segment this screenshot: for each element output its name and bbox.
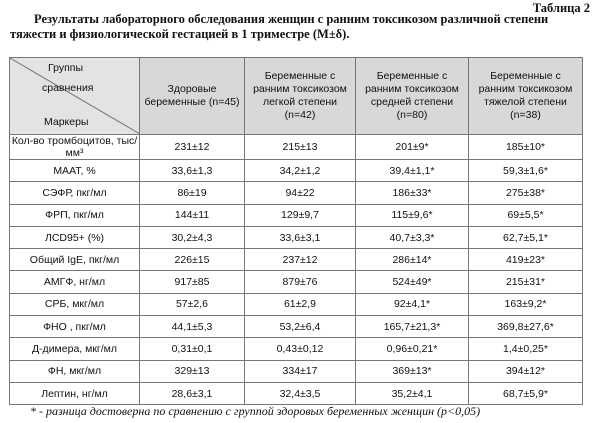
value-cell: 61±2,9 [245, 293, 356, 315]
value-cell: 369,8±27,6* [469, 316, 583, 338]
value-cell: 0,43±0,12 [245, 338, 356, 360]
value-cell: 275±38* [469, 182, 583, 204]
value-cell: 86±19 [140, 182, 245, 204]
table-row [10, 182, 583, 204]
table-row [10, 160, 583, 182]
marker-cell: ФНО , пкг/мл [10, 316, 140, 338]
value-cell: 32,4±3,5 [245, 382, 356, 404]
corner-cell [10, 58, 140, 135]
marker-cell: ФН, мкг/мл [10, 360, 140, 382]
marker-cell: Общий IgE, пкг/мл [10, 249, 140, 271]
corner-label-groups: Группы [48, 62, 83, 74]
corner-label-markers: Маркеры [44, 116, 89, 128]
value-cell: 215±13 [245, 135, 356, 160]
value-cell: 69±5,5* [469, 204, 583, 226]
table-row [10, 271, 583, 293]
column-header-moderate: Беременные с ранним токсикозом средней степени (n=80) [356, 58, 469, 135]
table-row [10, 135, 583, 160]
marker-cell: СРБ, мкг/мл [10, 293, 140, 315]
value-cell: 231±12 [140, 135, 245, 160]
value-cell: 419±23* [469, 249, 583, 271]
value-cell: 94±22 [245, 182, 356, 204]
value-cell: 33,6±3,1 [245, 226, 356, 248]
table-row [10, 293, 583, 315]
column-header-severe: Беременные с ранним токсикозом тяжелой степени (n=38) [469, 58, 583, 135]
table-caption: Результаты лабораторного обследования женщин с ранним токсикозом различной степени тяжести и физиологической гестацией в 1 триместре (M±δ). [10, 12, 549, 41]
value-cell: 1,4±0,25* [469, 338, 583, 360]
value-cell: 524±49* [356, 271, 469, 293]
table-row [10, 360, 583, 382]
value-cell: 185±10* [469, 135, 583, 160]
value-cell: 33,6±1,3 [140, 160, 245, 182]
value-cell: 917±85 [140, 271, 245, 293]
header-row [10, 58, 583, 135]
value-cell: 53,2±6,4 [245, 316, 356, 338]
table-row [10, 316, 583, 338]
table-row [10, 226, 583, 248]
column-header-healthy: Здоровые беременные (n=45) [140, 58, 245, 135]
marker-cell: ФРП, пкг/мл [10, 204, 140, 226]
value-cell: 34,2±1,2 [245, 160, 356, 182]
value-cell: 394±12* [469, 360, 583, 382]
table-body [10, 135, 583, 405]
value-cell: 879±76 [245, 271, 356, 293]
marker-cell: АМГФ, нг/мл [10, 271, 140, 293]
marker-cell: ЛСD95+ (%) [10, 226, 140, 248]
marker-cell: Лептин, нг/мл [10, 382, 140, 404]
value-cell: 57±2,6 [140, 293, 245, 315]
value-cell: 39,4±1,1* [356, 160, 469, 182]
value-cell: 329±13 [140, 360, 245, 382]
value-cell: 237±12 [245, 249, 356, 271]
value-cell: 35,2±4,1 [356, 382, 469, 404]
value-cell: 215±31* [469, 271, 583, 293]
value-cell: 30,2±4,3 [140, 226, 245, 248]
value-cell: 165,7±21,3* [356, 316, 469, 338]
footnote: * - разница достоверна по сравнению с группой здоровых беременных женщин (p<0,05) [30, 404, 481, 418]
value-cell: 44,1±5,3 [140, 316, 245, 338]
value-cell: 92±4,1* [356, 293, 469, 315]
value-cell: 163±9,2* [469, 293, 583, 315]
value-cell: 226±15 [140, 249, 245, 271]
table-row [10, 204, 583, 226]
table-label: Таблица 2 [532, 1, 590, 15]
marker-cell: МААТ, % [10, 160, 140, 182]
table-row [10, 338, 583, 360]
column-header-mild: Беременные с ранним токсикозом легкой степени (n=42) [245, 58, 356, 135]
value-cell: 0,96±0,21* [356, 338, 469, 360]
table-row [10, 382, 583, 404]
value-cell: 369±13* [356, 360, 469, 382]
value-cell: 28,6±3,1 [140, 382, 245, 404]
value-cell: 62,7±5,1* [469, 226, 583, 248]
results-table-container [9, 57, 582, 401]
value-cell: 129±9,7 [245, 204, 356, 226]
table-row [10, 249, 583, 271]
value-cell: 59,3±1,6* [469, 160, 583, 182]
value-cell: 144±11 [140, 204, 245, 226]
results-table [9, 57, 583, 405]
value-cell: 334±17 [245, 360, 356, 382]
value-cell: 0,31±0,1 [140, 338, 245, 360]
value-cell: 186±33* [356, 182, 469, 204]
value-cell: 40,7±3,3* [356, 226, 469, 248]
value-cell: 201±9* [356, 135, 469, 160]
corner-label-comparison: сравнения [42, 82, 94, 94]
marker-cell: Д-димера, мкг/мл [10, 338, 140, 360]
value-cell: 286±14* [356, 249, 469, 271]
marker-cell: Кол-во тромбоцитов, тыс/мм³ [10, 135, 140, 160]
value-cell: 115±9,6* [356, 204, 469, 226]
marker-cell: СЭФР, пкг/мл [10, 182, 140, 204]
value-cell: 68,7±5,9* [469, 382, 583, 404]
